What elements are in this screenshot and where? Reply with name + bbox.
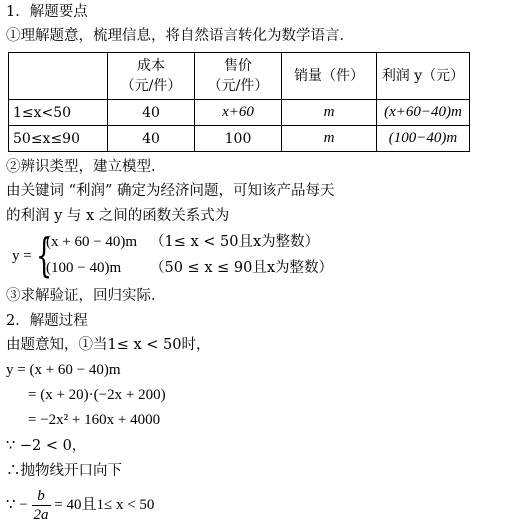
table-cell: m [282, 100, 377, 126]
table-cell: m [282, 126, 377, 152]
table-cell: 50≤x≤90 [9, 126, 108, 152]
header-cost-l1: 成本 [137, 58, 165, 74]
header-price-l2: （元/件） [207, 78, 269, 94]
header-cell-sales [282, 53, 377, 100]
eq6-prefix: ∵ − [6, 497, 28, 513]
case2-expr: (100 − 40)m [46, 260, 122, 276]
equation-4: ∵ −2 < 0， [6, 438, 87, 454]
case2-condition: （50 ≤ x ≤ 90且x为整数） [150, 260, 333, 276]
table-cell: 1≤x<50 [9, 100, 108, 126]
table-cell: 100 [195, 126, 282, 152]
header-cost-l2: （元/件） [120, 78, 182, 94]
equation-5: ∴抛物线开口向下 [6, 463, 122, 479]
fraction-denominator: 2a [33, 507, 49, 524]
table-cell: 40 [108, 100, 195, 126]
table-row [9, 126, 470, 152]
pricing-table [8, 52, 470, 152]
step2-text: ②辨识类型，建立模型． [6, 159, 166, 175]
header-price-l1: 售价 [224, 58, 252, 74]
brace-symbol: { [36, 228, 53, 282]
equation-3: = −2x² + 160x + 4000 [28, 412, 161, 428]
table-cell: x+60 [195, 100, 282, 126]
table-cell: (x+60−40)m [377, 100, 470, 126]
equation-6 [6, 486, 154, 524]
paragraph-line-2: 的利润 y 与 x 之间的函数关系式为 [6, 208, 230, 224]
eq6-suffix: = 40且1≤ x < 50 [54, 497, 155, 513]
fraction [32, 487, 51, 524]
section1-title: 1．解题要点 [6, 4, 88, 20]
header-sales: 销量（件） [294, 68, 364, 84]
solution-intro: 由题意知，①当1≤ x < 50时， [6, 337, 211, 353]
step1-text: ①理解题意，梳理信息，将自然语言转化为数学语言． [6, 28, 354, 44]
equation-2: = (x + 20)·(−2x + 200) [28, 387, 166, 403]
table-cell: (100−40)m [377, 126, 470, 152]
table-cell: 40 [108, 126, 195, 152]
header-cell-cost [108, 53, 195, 100]
section2-title: 2．解题过程 [6, 313, 88, 329]
header-cell-blank [9, 53, 108, 100]
case1-condition: （1≤ x < 50且x为整数） [150, 234, 320, 250]
table-header-row [9, 53, 470, 100]
case1-expr: (x + 60 − 40)m [46, 234, 138, 250]
header-cell-price [195, 53, 282, 100]
fraction-numerator: b [32, 487, 51, 506]
paragraph-line-1: 由关键词 “利润” 确定为经济问题，可知该产品每天 [6, 183, 335, 199]
header-profit: 利润 y（元） [381, 68, 465, 84]
step3-text: ③求解验证，回归实际． [6, 288, 166, 304]
piecewise-lhs: y = [12, 248, 32, 264]
header-cell-profit [377, 53, 470, 100]
equation-1: y = (x + 60 − 40)m [6, 362, 121, 378]
table-row [9, 100, 470, 126]
